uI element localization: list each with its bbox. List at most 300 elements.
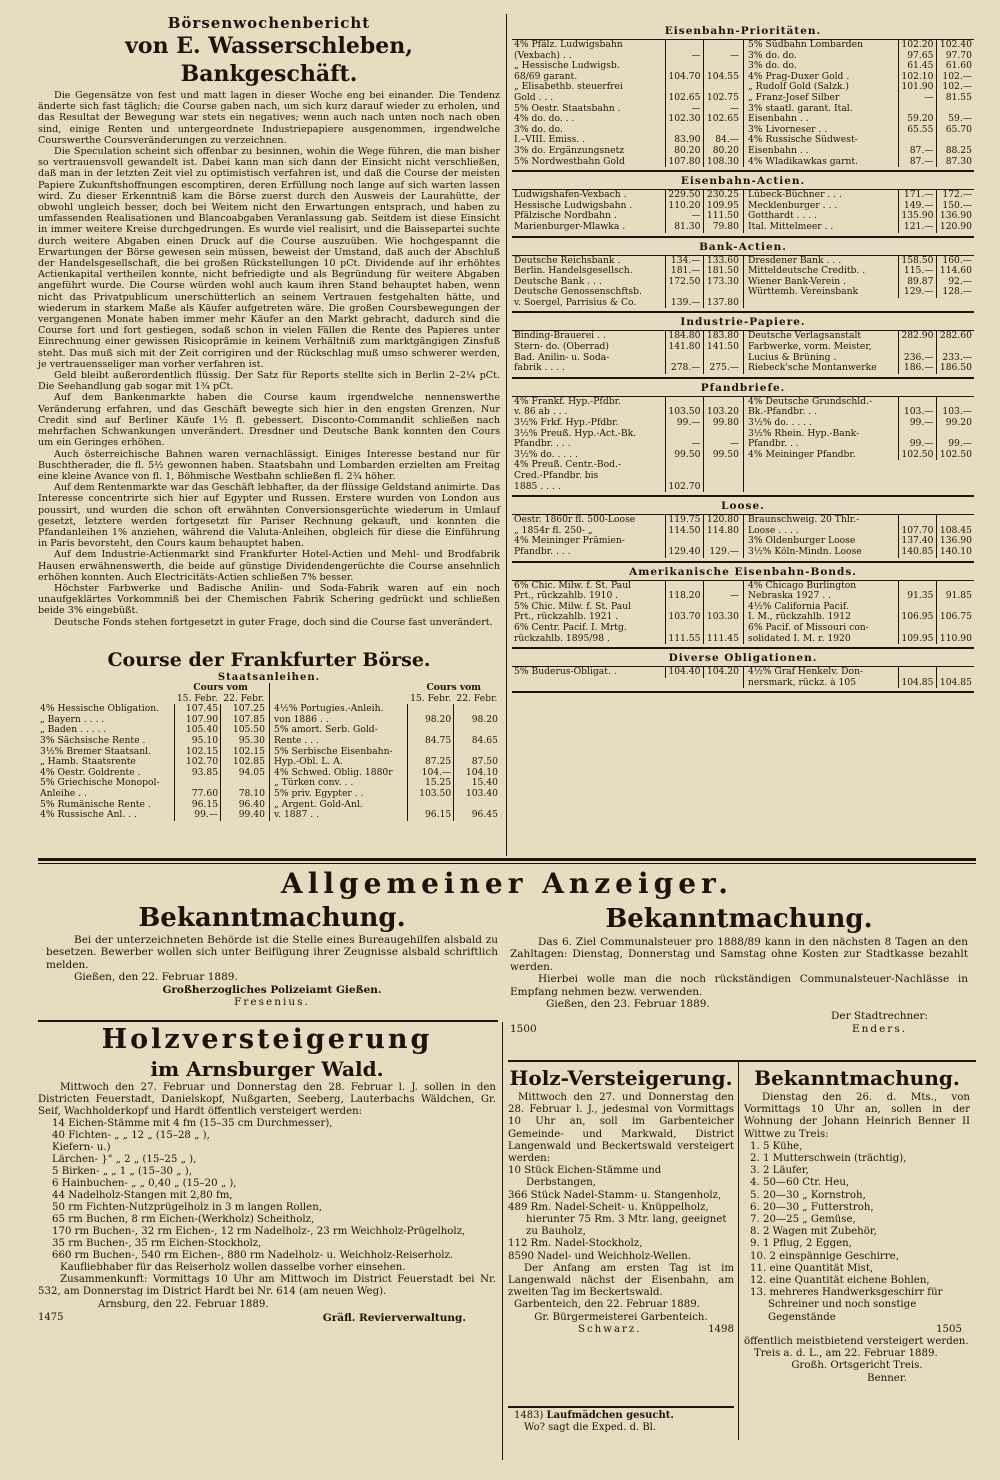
lauf-line	[514, 1410, 734, 1422]
kurs-value: 102.—	[936, 72, 974, 83]
kurs-value: 275.—	[703, 363, 741, 374]
kurs-value: 103.—	[936, 407, 974, 418]
kurs-row	[746, 256, 974, 267]
kurs-value	[408, 725, 454, 736]
kurs-label: 4% Russische Anl. . .	[40, 810, 137, 821]
kurs-label: Wiener Bank-Verein .	[748, 276, 847, 287]
kurs-row	[272, 736, 500, 747]
kurs-value: —	[703, 591, 741, 602]
kurs-value	[703, 61, 741, 72]
kurs-value	[936, 667, 974, 678]
kurs-value: 103.—	[898, 407, 936, 418]
kurs-label: 4% Preuß. Centr.-Bod.-	[514, 460, 622, 471]
bek2-text: Das 6. Ziel Communalsteuer pro 1888/89 kann in den nächsten 8 Tagen an den Zahltagen: Dienstag, Donnerstag und Samstag ohne Kosten zur Stadtkasse bezahlt werden.	[510, 936, 968, 973]
course-table-left	[38, 683, 267, 821]
kurs-row	[38, 768, 267, 779]
kurs-row	[272, 704, 500, 715]
holz1-sub: im Arnsburger Wald.	[150, 1057, 384, 1081]
kurs-value	[665, 61, 703, 72]
kurs-value	[898, 623, 936, 634]
kurs-value	[898, 667, 936, 678]
kurs-value: 87.30	[936, 157, 974, 168]
kurs-label: 4% Deutsche Grundschld.-	[748, 396, 873, 407]
kurs-label: „ Argent. Gold-Anl.	[274, 799, 363, 810]
kurs-label: „ Bayern . . . .	[40, 714, 105, 725]
kurs-table-right	[746, 581, 974, 645]
kurs-value	[703, 460, 741, 471]
kurs-value	[703, 602, 741, 613]
holz2-footer	[508, 1324, 734, 1336]
kurs-value: 61.60	[936, 61, 974, 72]
kurs-value: 129.—	[898, 287, 936, 298]
kurs-value: 149.—	[898, 201, 936, 212]
list-item: 1. 5 Kühe,	[750, 1140, 803, 1152]
kurs-row	[746, 266, 974, 277]
kurs-row	[38, 725, 267, 736]
holz1-p1: Kaufliebhaber für das Reiserholz wollen dasselbe vorher einsehen.	[60, 1262, 406, 1273]
kurs-label: Cred.-Pfandbr. bis	[514, 471, 599, 481]
course-subtitle: Staatsanleihen.	[217, 672, 321, 683]
list-item: 9. 1 Pflug, 2 Eggen,	[750, 1238, 852, 1250]
kurs-value: 114.50	[665, 526, 703, 537]
kurs-row	[746, 363, 974, 374]
holz1-title: Holzversteigerung	[101, 1024, 433, 1055]
kurs-value	[665, 536, 703, 547]
kurs-label: nersmark, rückz. à 105	[748, 677, 857, 688]
kurs-value: 102.40	[936, 40, 974, 51]
kurs-row	[38, 704, 267, 715]
kurs-section-title: Eisenbahn-Actien.	[680, 175, 806, 188]
kurs-label: 3½% Preuß. Hyp.-Act.-Bk.	[514, 428, 637, 439]
kurs-value: 102.15	[221, 747, 267, 758]
kurs-label: 4½% Portugies.-Anleih.	[274, 704, 384, 715]
kurs-value	[703, 287, 741, 298]
kurs-label: Deutsche Bank . . .	[514, 276, 602, 287]
kurs-value	[703, 353, 741, 364]
kurs-label: 6% Pacif. of Missouri con-	[748, 622, 869, 633]
kurs-value: 186.50	[936, 363, 974, 374]
kurs-label: 4% Meininger Pfandbr.	[748, 449, 856, 460]
list-item: 40 Fichten- „ „ 12 „ (15–28 „ ),	[52, 1130, 210, 1141]
kurs-value: 118.20	[665, 591, 703, 602]
course-title: Course der Frankfurter Börse.	[107, 649, 431, 671]
kurs-value: 102.20	[898, 40, 936, 51]
kurs-label: 4% Wladikawkas garnt.	[748, 156, 859, 167]
kurs-value: 81.30	[665, 222, 703, 233]
kurs-label: 4% Chicago Burlington	[748, 580, 857, 591]
kurs-value: 77.60	[174, 789, 220, 800]
holz1-items	[38, 1118, 496, 1262]
kurs-value: 87.25	[408, 757, 454, 768]
kurs-value: 171.—	[898, 190, 936, 201]
kurs-value	[898, 602, 936, 613]
kurs-label: Mitteldeutsche Creditb. .	[748, 266, 866, 277]
list-item: 13. mehreres Handwerksgeschirr für Schreiner und noch sonstige Gegenstände	[750, 1287, 943, 1323]
kurs-label: 3% Sächsische Rente .	[40, 735, 146, 746]
kurs-label: Ludwigshafen-Vexbach .	[514, 190, 627, 201]
bottom-divider-mid	[502, 1062, 503, 1460]
kurs-row	[746, 581, 974, 592]
course-table-right	[272, 683, 500, 821]
column-divider	[506, 14, 507, 856]
kurs-label: 4% Meininger Prämien-	[514, 536, 625, 547]
kurs-label: Pfandbr. . .	[748, 439, 799, 450]
kurs-row	[512, 266, 741, 277]
kurs-label: 4% Frankf. Hyp.-Pfdbr.	[514, 396, 621, 407]
kurs-row	[512, 51, 741, 62]
bek3-items	[744, 1141, 970, 1324]
kurs-value: 81.55	[936, 93, 974, 104]
kurs-label: 5% Serbische Eisenbahn-	[274, 746, 393, 757]
list-item: 6. 20—30 „ Futterstroh,	[750, 1201, 874, 1213]
kurs-value: 183.80	[703, 331, 741, 342]
kurs-label: 3% Livorneser . .	[748, 124, 828, 135]
bek3-sign2: Benner.	[867, 1372, 907, 1384]
kurs-row	[746, 82, 974, 93]
bek3-sign1: Großh. Ortsgericht Treis.	[791, 1360, 923, 1372]
kurs-row	[512, 201, 741, 212]
kurs-value	[898, 135, 936, 146]
kurs-label: Eisenbahn . .	[748, 114, 809, 125]
kurs-section-title: Diverse Obligationen.	[668, 652, 818, 665]
bek3-intro: Dienstag den 26. d. Mts., von Vormittags 10 Uhr an, sollen in der Wohnung der Johann Heinrich Benner II Wittwe zu Treis:	[744, 1092, 970, 1140]
kurs-value: 102.65	[703, 114, 741, 125]
kurs-label: 4% Oestr. Goldrente .	[40, 767, 141, 778]
kurs-label: Prt., rückzahlb. 1921 .	[514, 612, 619, 623]
kurs-value: 103.50	[408, 789, 454, 800]
kurs-value	[174, 778, 220, 789]
kurs-value: 102.10	[898, 72, 936, 83]
kurs-value	[898, 397, 936, 408]
top-rule-2	[38, 863, 976, 864]
kurs-value: 107.90	[174, 715, 220, 726]
kurs-value	[936, 623, 974, 634]
kurs-value: 109.95	[898, 634, 936, 645]
kurs-value: 129.40	[665, 547, 703, 558]
kurs-row	[512, 211, 741, 222]
kurs-row	[746, 331, 974, 342]
kurs-table-left	[512, 40, 741, 167]
kurs-value: 99.—	[665, 418, 703, 429]
kurs-value: 59.20	[898, 114, 936, 125]
kurs-label: 3½% Köln-Mindn. Loose	[748, 546, 862, 557]
kurs-row	[512, 612, 741, 623]
kurs-value: 87.—	[898, 157, 936, 168]
kurs-row	[512, 634, 741, 645]
kurs-label: „ Hamb. Staatsrente	[40, 757, 136, 768]
kurs-value: 99.80	[703, 418, 741, 429]
kurs-label: 4½% Graf Henkelv. Don-	[748, 667, 864, 678]
kurs-value	[936, 135, 974, 146]
kurs-label: 3% staatl. garant. Ital.	[748, 103, 853, 114]
kurs-row	[38, 810, 267, 821]
kurs-value: 65.70	[936, 125, 974, 136]
kurs-row	[746, 439, 974, 450]
kurs-value: 102.70	[665, 482, 703, 493]
list-item: 3. 2 Läufer,	[750, 1165, 809, 1177]
kurs-row	[512, 277, 741, 288]
kurs-label: 3½% do. . . . .	[514, 449, 578, 460]
kurs-value: 99.—	[898, 439, 936, 450]
kurs-row	[746, 93, 974, 104]
holz1-ad	[38, 1024, 496, 1324]
kurs-section-eba	[512, 172, 974, 237]
kurs-value	[703, 536, 741, 547]
kurs-value: —	[665, 104, 703, 115]
kurs-label: „ Elisabethb. steuerfrei	[514, 82, 623, 93]
kurs-value: 136.90	[936, 211, 974, 222]
kurs-value: 96.15	[408, 810, 454, 821]
boerse-subtitle: von E. Wasserschleben, Bankgeschäft.	[125, 33, 413, 87]
list-item: 8590 Nadel- und Weichholz-Wellen.	[508, 1250, 691, 1262]
kurs-value: 102.50	[936, 450, 974, 461]
course-head-r-date2: 22. Febr.	[456, 693, 498, 704]
kurs-value: 115.—	[898, 266, 936, 277]
kurs-value	[665, 623, 703, 634]
kurs-value: 102.15	[174, 747, 220, 758]
kurs-value: 172.50	[665, 277, 703, 288]
kurs-label: 1885 . . . .	[514, 481, 561, 492]
kurs-value	[665, 471, 703, 482]
kurs-table-left	[512, 581, 741, 645]
kurs-row	[272, 789, 500, 800]
kurs-label: 3% do. do.	[748, 50, 797, 61]
kurs-row	[746, 397, 974, 408]
holz2-num: 1498	[708, 1323, 734, 1335]
kurs-row	[746, 418, 974, 429]
kurs-label: 3½% Frkf. Hyp.-Pfdbr.	[514, 418, 619, 429]
kurs-value: 65.55	[898, 125, 936, 136]
kurs-value: 160.—	[936, 256, 974, 267]
kurs-value	[703, 429, 741, 440]
kurs-label: Hyp.-Obl. L. A.	[274, 757, 343, 768]
kurs-value	[936, 342, 974, 353]
kurs-row	[38, 757, 267, 768]
holz2-p1: Der Anfang am ersten Tag ist im Langenwald nächst der Eisenbahn, am zweiten Tag im Beckertswald.	[508, 1262, 734, 1299]
kurs-value: 80.20	[703, 146, 741, 157]
kurs-row	[746, 277, 974, 288]
kurs-row	[512, 342, 741, 353]
kurs-value	[898, 515, 936, 526]
kurs-value: 87.—	[898, 146, 936, 157]
kurs-row	[746, 526, 974, 537]
kurs-value	[454, 800, 500, 811]
kurs-value: 94.05	[221, 768, 267, 779]
kurs-row	[746, 429, 974, 440]
kurs-section-div	[512, 649, 974, 693]
kurs-row	[746, 450, 974, 461]
kurs-label: „ 1854r fl. 250- „	[514, 525, 593, 536]
kurs-label: „ Franz-Josef Silber	[748, 92, 840, 103]
kurs-row	[272, 768, 500, 779]
kurs-row	[746, 678, 974, 689]
kurs-row	[512, 287, 741, 298]
list-item: 6 Hainbuchen- „ „ 0,40 „ (15–20 „ ),	[52, 1178, 237, 1189]
kurs-row	[512, 363, 741, 374]
bek2-place: Gießen, den 23. Februar 1889.	[546, 998, 710, 1011]
kurs-section-title: Pfandbriefe.	[700, 381, 786, 394]
kurs-row	[746, 157, 974, 168]
kurs-row	[272, 725, 500, 736]
kurs-row	[38, 789, 267, 800]
course-section	[38, 648, 500, 821]
kurs-label: Lucius & Brüning .	[748, 352, 837, 363]
kurs-table-right	[746, 667, 974, 688]
list-item: 5. 20—30 „ Kornstroh,	[750, 1189, 866, 1201]
kurs-label: 3% do. do.	[514, 124, 563, 135]
kurs-row	[746, 515, 974, 526]
kurs-value: 106.95	[898, 612, 936, 623]
kurs-table-right	[746, 190, 974, 232]
kurs-row	[512, 471, 741, 482]
kurs-value	[703, 623, 741, 634]
course-head-r-date1: 15. Febr.	[410, 693, 452, 704]
holz1-p2: Zusammenkunft: Vormittags 10 Uhr am Mittwoch im District Feuerstadt bei Nr. 532, am Donnerstag im District Hardt bei Nr. 614 (am neuen Weg).	[38, 1274, 496, 1297]
kurs-label: 5% Buderus-Obligat. .	[514, 667, 617, 678]
kurs-value	[665, 460, 703, 471]
kurs-row	[746, 222, 974, 233]
kurs-value: 109.95	[703, 201, 741, 212]
kurs-value: 278.—	[665, 363, 703, 374]
kurs-value: 79.80	[703, 222, 741, 233]
kurs-value: 99.50	[703, 450, 741, 461]
kurs-value: 107.85	[221, 715, 267, 726]
kurs-value: 111.50	[703, 211, 741, 222]
kurs-value: 121.—	[898, 222, 936, 233]
kurs-value	[665, 125, 703, 136]
list-item: 170 rm Buchen-, 32 rm Eichen-, 12 rm Nadelholz-, 23 rm Weichholz-Prügelholz,	[52, 1226, 466, 1237]
list-item: 65 rm Buchen, 8 rm Eichen-(Werkholz) Scheitholz,	[52, 1214, 315, 1225]
kurs-label: (Vexbach) . .	[514, 50, 572, 61]
boerse-column	[38, 14, 500, 628]
kurs-value: 140.10	[936, 547, 974, 558]
kurs-value: 88.25	[936, 146, 974, 157]
kurs-value: 236.—	[898, 353, 936, 364]
kurs-value: 129.—	[703, 547, 741, 558]
kurs-value	[936, 397, 974, 408]
kurs-value	[408, 800, 454, 811]
kurs-row	[512, 72, 741, 83]
kurs-row	[512, 667, 741, 678]
kurs-row	[512, 190, 741, 201]
kurs-value	[454, 747, 500, 758]
kurs-value: 103.40	[454, 789, 500, 800]
kurs-value: 84.65	[454, 736, 500, 747]
kurs-value: 91.35	[898, 591, 936, 602]
kurs-value	[665, 353, 703, 364]
kurs-section-title: Industrie-Papiere.	[680, 316, 806, 329]
kurs-label: Nebraska 1927 . .	[748, 591, 831, 602]
kurs-value: 119.75	[665, 515, 703, 526]
kurs-label: 6% Centr. Pacif. I. Mrtg.	[514, 622, 627, 633]
kurs-value: 98.20	[454, 715, 500, 726]
kurs-row	[512, 397, 741, 408]
kurs-section-title: Eisenbahn-Prioritäten.	[664, 25, 822, 37]
kurs-row	[38, 715, 267, 726]
kurs-row	[746, 61, 974, 72]
holz2-rule	[508, 1406, 734, 1408]
kurs-label: Stern- do. (Oberrad)	[514, 342, 610, 353]
kurs-value: 99.50	[665, 450, 703, 461]
kurs-row	[746, 125, 974, 136]
kurs-value: 141.80	[665, 342, 703, 353]
kurs-value	[703, 40, 741, 51]
kurs-value: —	[703, 51, 741, 62]
list-item: 366 Stück Nadel-Stamm- u. Stangenholz,	[508, 1189, 722, 1201]
kurs-value	[703, 82, 741, 93]
kurs-table-right	[746, 331, 974, 373]
kurs-table-right	[746, 256, 974, 298]
kurs-row	[512, 526, 741, 537]
kurs-row	[746, 190, 974, 201]
kurs-value: 78.10	[221, 789, 267, 800]
kurs-value: 106.75	[936, 612, 974, 623]
kurs-value: 80.20	[665, 146, 703, 157]
kurs-row	[512, 222, 741, 233]
kurs-label: Berlin. Handelsgesellsch.	[514, 266, 633, 277]
kurs-label: 3% Oldenburger Loose	[748, 536, 856, 547]
kurs-value: 230.25	[703, 190, 741, 201]
kurs-value: 111.55	[665, 634, 703, 645]
kurs-row	[746, 667, 974, 678]
kurs-label: I.–VIII. Emiss. .	[514, 135, 586, 146]
kurs-label: Lübeck-Büchner . . .	[748, 190, 842, 201]
kurs-value: 233.—	[936, 353, 974, 364]
kurs-value	[665, 397, 703, 408]
kurs-value: 87.50	[454, 757, 500, 768]
kurs-table-right	[746, 397, 974, 461]
kurs-value: 99.40	[221, 810, 267, 821]
kurs-value	[408, 747, 454, 758]
bek3-title: Bekanntmachung.	[754, 1066, 960, 1090]
kurs-value: 186.—	[898, 363, 936, 374]
kurs-label: 3½% do. . . . .	[748, 418, 812, 429]
boerse-paragraph: Höchster Farbwerke und Badische Anilin- und Soda-Fabrik waren auf ein noch unaufgeklärtes Vorkommniß bei der Chemischen Fabrik Schering gedrückt und schließen beide 3% eingebüßt.	[38, 582, 500, 617]
kurs-value: 83.90	[665, 135, 703, 146]
kurs-row	[512, 353, 741, 364]
anzeiger-title: Allgemeiner Anzeiger.	[281, 867, 733, 900]
kurs-value: 120.90	[936, 222, 974, 233]
kurs-value: 95.30	[221, 736, 267, 747]
list-item: 489 Rm. Nadel-Scheit- u. Knüppelholz, hierunter 75 Rm. 3 Mtr. lang, geeignet zu Bauholz,	[508, 1201, 727, 1238]
kurs-label: Rente . . .	[274, 735, 319, 746]
kurs-label: 4% Russische Südwest-	[748, 135, 858, 146]
kurs-label: Braunschweig. 20 Thlr.-	[748, 515, 860, 526]
kurs-label: Pfälzische Nordbahn .	[514, 211, 617, 222]
kurs-value: 111.45	[703, 634, 741, 645]
kurs-label: Pfandbr. . . .	[514, 439, 571, 450]
kurs-label: 3½% Rhein. Hyp.-Bank-	[748, 428, 860, 439]
kurs-label: 3% do. do.	[748, 61, 797, 72]
kurs-value: 229.50	[665, 190, 703, 201]
kurs-row	[512, 515, 741, 526]
kurs-label: Anleihe . .	[40, 788, 87, 799]
kurs-value: 103.20	[703, 407, 741, 418]
course-head-date2: 22. Febr.	[223, 693, 265, 704]
holz2-title: Holz-Versteigerung.	[509, 1066, 733, 1090]
kursblatt	[512, 22, 974, 693]
kurs-row	[38, 736, 267, 747]
list-item: 10. 2 einspännige Geschirre,	[750, 1250, 899, 1262]
holz2-sign2: Schwarz.	[578, 1323, 642, 1335]
kurs-label: 5% Südbahn Lombarden	[748, 40, 864, 50]
kurs-value: 97.70	[936, 51, 974, 62]
kurs-value: 96.15	[174, 800, 220, 811]
kurs-value	[936, 429, 974, 440]
kurs-row	[746, 591, 974, 602]
kurs-row	[512, 93, 741, 104]
kurs-label: v. Soergel, Parrisius & Co.	[514, 297, 637, 308]
